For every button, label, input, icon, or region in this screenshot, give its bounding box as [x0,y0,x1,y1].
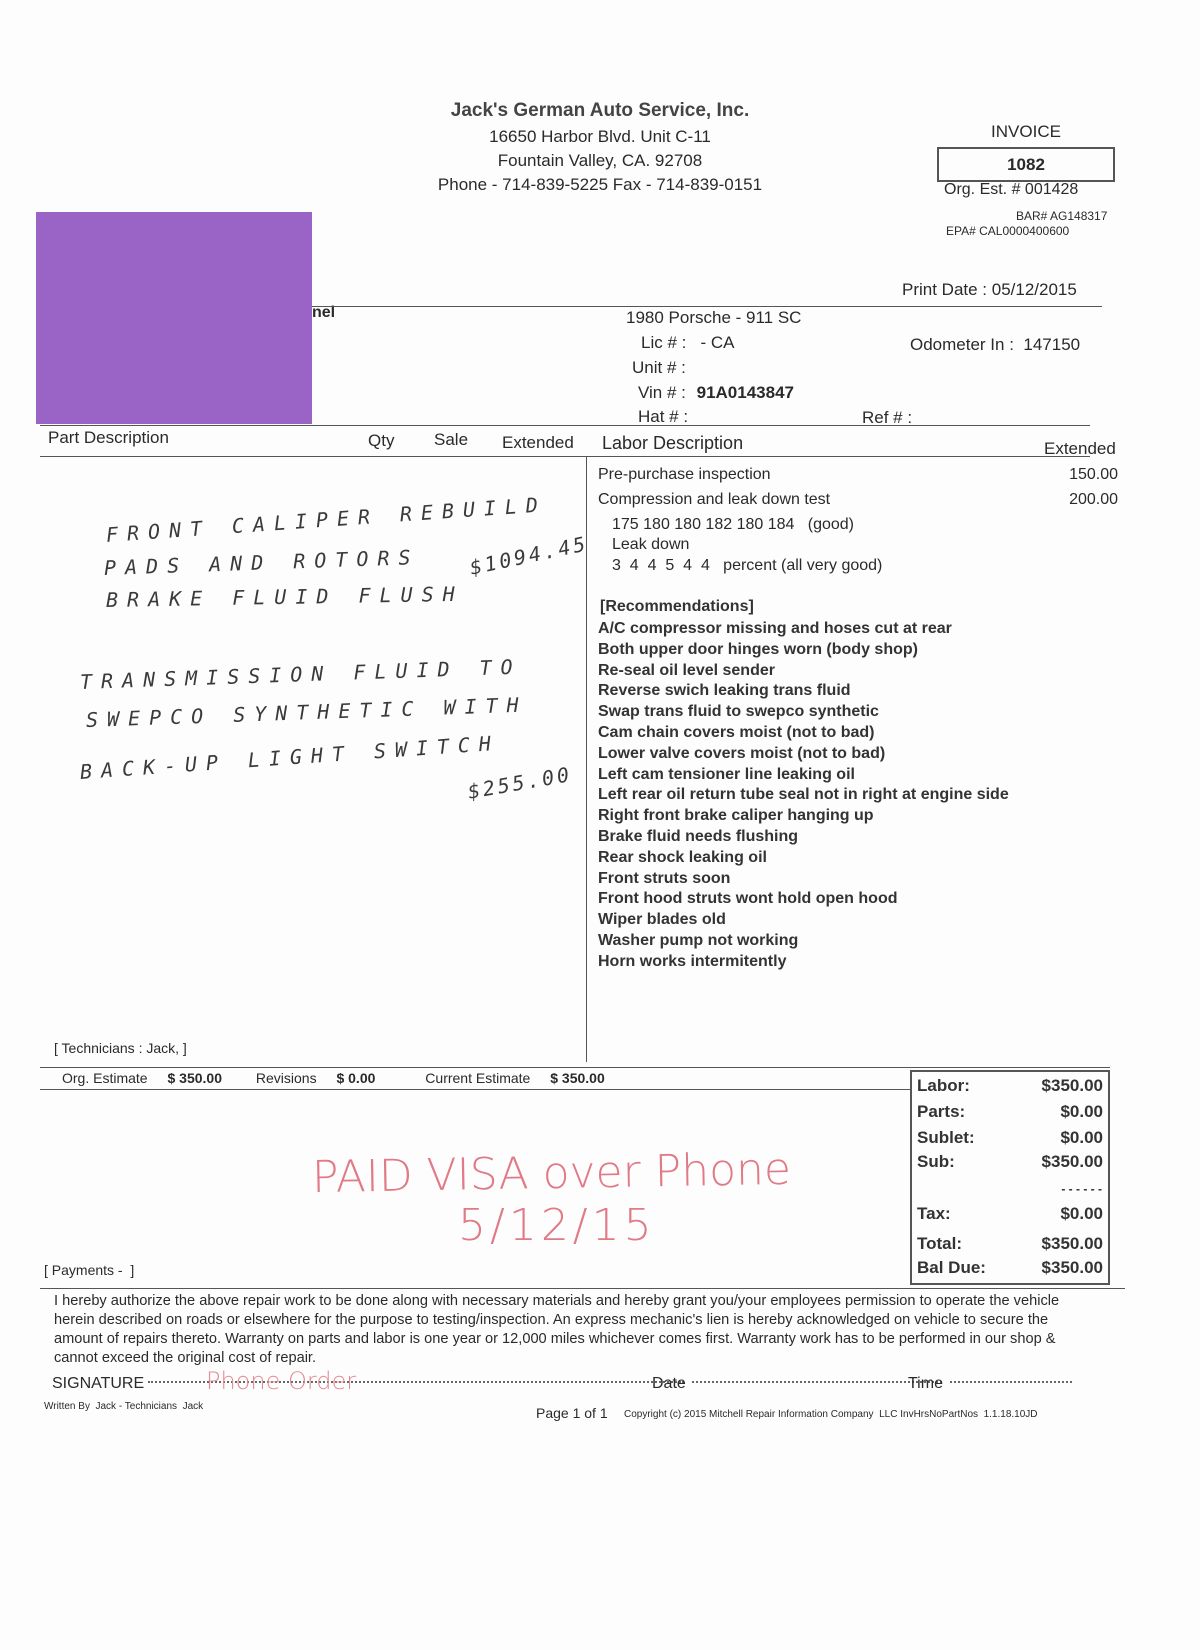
vehicle-model: 1980 Porsche - 911 SC [626,308,802,327]
labor-line-2 [598,491,1118,509]
print-date: Print Date : 05/12/2015 [902,280,1077,299]
totals-separator: - - - - - - [1061,1182,1102,1196]
recommendation-item: Wiper blades old [598,911,726,929]
labor-amount: 150.00 [1069,466,1118,483]
shop-address-line2: Fountain Valley, CA. 92708 [497,151,703,170]
columns-top-rule [40,425,1090,426]
org-est-number: Org. Est. # 001428 [944,181,1079,198]
header-divider [312,306,1102,307]
shop-address-line1: 16650 Harbor Blvd. Unit C-11 [489,127,711,146]
invoice-number: 1082 [1007,155,1045,174]
recommendation-item: Left rear oil return tube seal not in right at engine side [598,786,1009,804]
totals-value: $0.00 [1060,1128,1103,1147]
recommendation-item: Lower valve covers moist (not to bad) [598,744,886,762]
totals-row [917,1258,1103,1278]
redaction-block [36,212,312,424]
totals-label: Bal Due: [917,1258,986,1277]
col-qty: Qty [368,431,395,450]
signature-row [52,1367,1082,1401]
totals-value: $350.00 [1041,1234,1103,1253]
revisions-value: $ 0.00 [336,1070,376,1086]
totals-label: Tax: [917,1204,951,1223]
labor-desc: Compression and leak down test [598,491,831,508]
vehicle-hat: Hat # : [638,407,689,426]
recommendation-item: Washer pump not working [598,931,799,949]
vehicle-vin: 91A0143847 [696,383,794,402]
leak-down-results: 3 4 4 5 4 4 percent (all very good) [612,557,883,574]
col-labor-extended: Extended [1044,439,1116,458]
totals-value: $0.00 [1060,1102,1103,1121]
col-labor-description: Labor Description [602,433,744,453]
totals-value: $0.00 [1060,1204,1103,1223]
authorization-text: I hereby authorize the above repair work to be done along with necessary materials and hereby grant you/your employees permission to operate the vehicle herein described on roads or elsewhere for the purpose to testing/inspection. An express mechanic's lien is hereby acknowledged on vehicle to secure the amount of repairs thereto. Warranty on parts and labor is one year or 12,000 miles whichever comes first. Warranty work has to be performed in our shop & cannot exceed the original cost of repair. [54,1293,1060,1366]
columns-bottom-rule [40,456,1090,457]
date-dots [692,1381,942,1383]
current-estimate-value: $ 350.00 [550,1070,605,1086]
vehicle-lic: Lic # : - CA [641,333,735,352]
recommendation-item: A/C compressor missing and hoses cut at rear [598,620,952,637]
customer-name-fragment: nel [312,304,336,321]
payments: [ Payments - ] [44,1262,135,1278]
recommendation-item: Re-seal oil level sender [598,661,775,679]
org-estimate-label: Org. Estimate [62,1070,148,1086]
totals-box [910,1070,1110,1285]
totals-row [917,1234,1103,1254]
labor-amount: 200.00 [1069,491,1118,508]
technicians: [ Technicians : Jack, ] [54,1040,187,1056]
totals-row [917,1128,1103,1148]
vehicle-unit: Unit # : [632,358,686,377]
estimates-row [62,1070,605,1086]
signature-label: SIGNATURE [52,1375,145,1392]
page-number: Page 1 of 1 [536,1405,608,1421]
totals-label: Total: [917,1234,963,1253]
totals-value: $350.00 [1041,1152,1103,1171]
recommendation-item: Reverse swich leaking trans fluid [598,682,851,700]
recommendation-item: Rear shock leaking oil [598,848,767,866]
handwritten-note-line: BACK-UP LIGHT SWITCH [79,730,501,784]
current-estimate-label: Current Estimate [425,1070,531,1086]
recommendation-item: Both upper door hinges worn (body shop) [598,640,918,658]
estimates-top-rule [40,1067,1110,1068]
handwritten-note-line: FRONT CALIPER REBUILD [105,492,548,547]
shop-name: Jack's German Auto Service, Inc. [450,100,750,121]
bar-number: BAR# AG148317 [1016,209,1108,223]
recommendation-item: Front struts soon [598,869,731,887]
written-by: Written By Jack - Technicians Jack [44,1401,204,1412]
vehicle-ref: Ref # : [862,408,913,427]
recommendation-item: Cam chain covers moist (not to bad) [598,723,875,741]
totals-row [917,1102,1103,1122]
totals-label: Parts: [917,1102,966,1121]
totals-label: Sublet: [917,1128,975,1147]
recommendation-item: Swap trans fluid to swepco synthetic [598,703,879,721]
col-part-description: Part Description [48,428,169,447]
handwritten-note-line: TRANSMISSION FLUID TO [79,654,523,694]
vehicle-vin-row [638,383,794,403]
totals-row [917,1152,1103,1172]
recommendation-item: Brake fluid needs flushing [598,827,799,845]
signature-value: Phone Order [206,1367,357,1395]
recommendations-list [598,619,1009,973]
col-extended: Extended [502,433,574,452]
revisions-label: Revisions [255,1070,317,1086]
totals-bottom-rule [40,1288,1125,1289]
totals-label: Sub: [917,1152,955,1171]
time-dots [950,1381,1072,1383]
handwritten-note-line: PADS AND ROTORS [103,544,420,580]
compression-results: 175 180 180 182 180 184 (good) [612,516,854,533]
handwritten-note-line: SWEPCO SYNTHETIC WITH [85,692,529,732]
leak-down-label: Leak down [612,536,690,553]
recommendations-header: [Recommendations] [600,598,754,615]
totals-label: Labor: [917,1076,970,1095]
handwritten-note-line: BRAKE FLUID FLUSH [105,581,464,612]
odometer-in: Odometer In : 147150 [910,335,1081,354]
recommendation-item: Right front brake caliper hanging up [598,807,874,825]
invoice-number-box [937,147,1115,182]
copyright: Copyright (c) 2015 Mitchell Repair Information Company LLC InvHrsNoPartNos 1.1.18.10JD [624,1409,1038,1420]
vehicle-vin-label: Vin # : [638,383,686,402]
org-estimate-value: $ 350.00 [167,1070,222,1086]
labor-line-1 [598,466,1118,484]
paid-stamp-line2: 5/12/15 [458,1200,656,1251]
paid-stamp-line1: PAID VISA over Phone [311,1143,792,1204]
totals-value: $350.00 [1041,1076,1103,1095]
shop-phone-fax: Phone - 714-839-5225 Fax - 714-839-0151 [437,175,763,194]
shop-header [380,100,820,195]
epa-number: EPA# CAL0000400600 [946,224,1070,238]
recommendation-item: Horn works intermitently [598,952,787,970]
estimates-bottom-rule [40,1089,910,1090]
invoice-label: INVOICE [991,122,1061,141]
recommendation-item: Front hood struts wont hold open hood [598,890,898,908]
labor-desc: Pre-purchase inspection [598,466,771,483]
col-sale: Sale [434,430,469,449]
handwritten-price: $1094.45 [467,531,591,580]
totals-row [917,1076,1103,1096]
recommendation-item: Left cam tensioner line leaking oil [598,765,855,783]
time-label: Time [908,1375,943,1392]
handwritten-price: $255.00 [465,761,574,804]
totals-row [917,1204,1103,1224]
date-label: Date [652,1375,686,1392]
totals-value: $350.00 [1041,1258,1103,1277]
